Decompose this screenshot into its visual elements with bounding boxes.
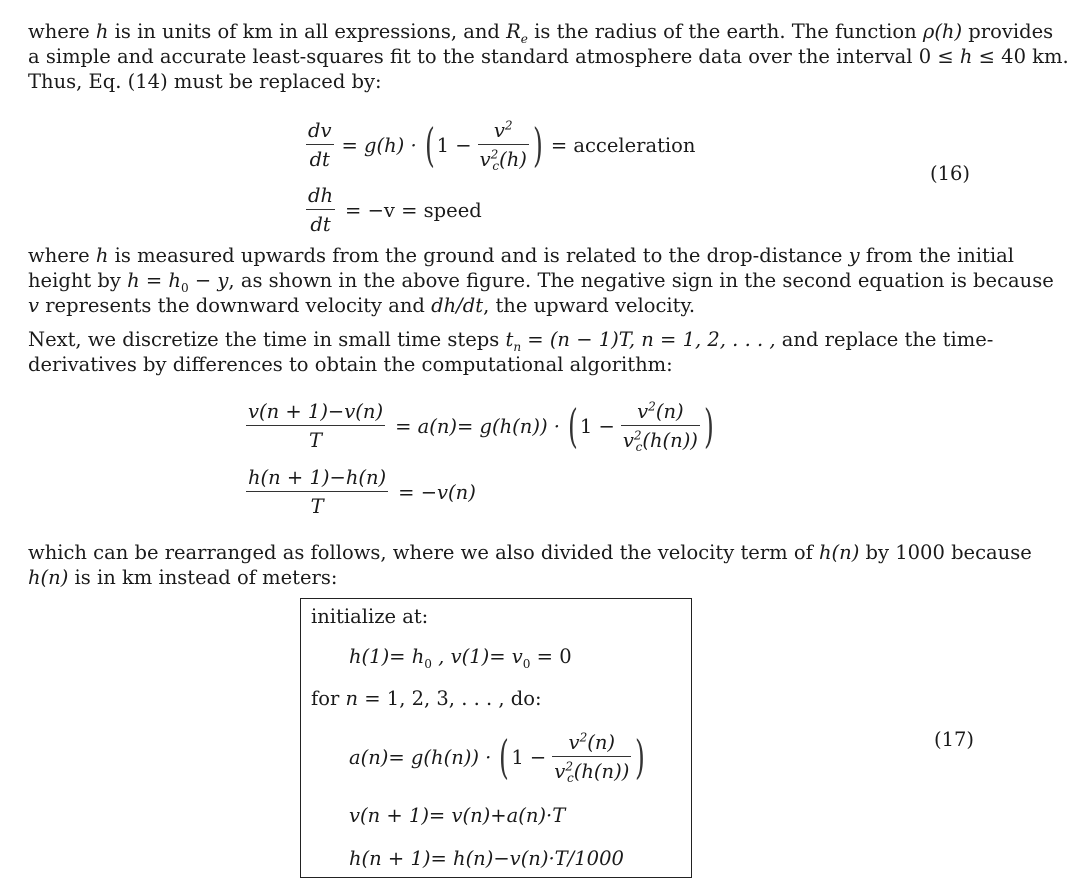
algorithm-box: [300, 598, 692, 878]
text: Thus, Eq. (14) must be replaced by:: [28, 70, 382, 93]
intro-line-3: [28, 70, 382, 93]
math-one-minus: 1 −: [579, 414, 615, 438]
fraction-dh-dt: $\frac{dh}{dt}$: [308, 184, 334, 236]
fraction-dv-dt: $\frac{dv}{dt}$: [308, 119, 332, 171]
algo-v-update: v(n + 1)= v(n)+a(n)·T: [349, 804, 566, 827]
disc-eq-line-2: [246, 464, 476, 520]
math-minus-v: = −v(n): [398, 480, 476, 504]
text: provides: [962, 20, 1054, 43]
para4-line-1: which can be rearranged as follows, where we also divided the velocity term of h(n) by 1000 because: [28, 541, 1032, 564]
para2-line-2: height by $h = h_0 - y$, as shown in the above figure. The negative sign in the second equation is because: [28, 269, 1054, 295]
para2-line-3: v represents the downward velocity and dh/dt, the upward velocity.: [28, 294, 696, 317]
para4-line-2: h(n) is in km instead of meters:: [28, 566, 338, 589]
math-acceleration: = acceleration: [550, 133, 696, 157]
math-one-minus: 1 −: [436, 133, 472, 157]
fraction-v2-vc2: $\frac{v^2}{v^2_c(h)}$: [479, 118, 527, 174]
left-paren: (: [424, 118, 435, 172]
math-a-equals: = a(n)= g(h(n)) ·: [395, 414, 560, 438]
text: where: [28, 20, 96, 43]
fraction-dh-T: $\frac{h(n + 1)-h(n)}{T}$: [248, 466, 387, 518]
algo-init-label: initialize at:: [311, 605, 429, 628]
algo-h-update: h(n + 1)= h(n)−v(n)·T/1000: [349, 847, 624, 870]
disc-eq-line-1: [246, 396, 718, 456]
text: ≤ 40 km.: [972, 45, 1069, 68]
equation-number-17: (17): [934, 728, 975, 751]
eq16-line-1: [306, 112, 695, 178]
math-R: R: [506, 20, 521, 43]
math-h: h: [959, 45, 973, 68]
left-paren: (: [568, 399, 578, 453]
fraction-dv-T: $\frac{v(n + 1)-v(n)}{T}$: [248, 400, 384, 452]
fraction-v2n-vc2h: $\frac{v^2(n)}{v^2_c(h(n))}$: [622, 399, 698, 455]
right-paren: ): [703, 399, 714, 453]
intro-line-2: [28, 45, 1069, 68]
text: is the radius of the earth. The function: [527, 20, 923, 43]
intro-line-1: [28, 20, 1054, 46]
algo-init-eq: $h(1)= h_0$ , $v(1)= v_0 = 0$: [349, 645, 572, 671]
para2-line-1: where h is measured upwards from the ground and is related to the drop-distance y from the initial: [28, 244, 1014, 267]
para3-line-1: Next, we discretize the time in small time steps $t_n = (n - 1)T$, n = 1, 2, . . . , and replace the time-: [28, 328, 994, 354]
algo-for-line: for n = 1, 2, 3, . . . , do:: [311, 687, 542, 710]
math-speed: = −v = speed: [345, 198, 482, 222]
right-paren: ): [635, 730, 646, 784]
right-paren: ): [532, 118, 543, 172]
left-paren: (: [499, 730, 510, 784]
math-h: h: [95, 20, 109, 43]
para3-line-2: derivatives by differences to obtain the computational algorithm:: [28, 353, 673, 376]
eq16-line-2: [306, 182, 482, 238]
math-rho: ρ(h): [922, 20, 963, 43]
fraction-v2n-vc2h: $\frac{v^2(n)}{v^2_c(h(n))}$: [554, 730, 630, 786]
algo-a-eq: a(n)= g(h(n)) · ( 1 − $\frac{v^2(n)}{v^2_c(h(n))}$ ): [349, 730, 646, 786]
text: is in units of km in all expressions, and: [108, 20, 507, 43]
math-sub-e: e: [520, 31, 528, 46]
text: a simple and accurate least-squares fit to the standard atmosphere data over the interval 0 ≤: [28, 45, 960, 68]
equation-number-16: (16): [930, 162, 971, 185]
math-g-h: = g(h) ·: [341, 133, 417, 157]
